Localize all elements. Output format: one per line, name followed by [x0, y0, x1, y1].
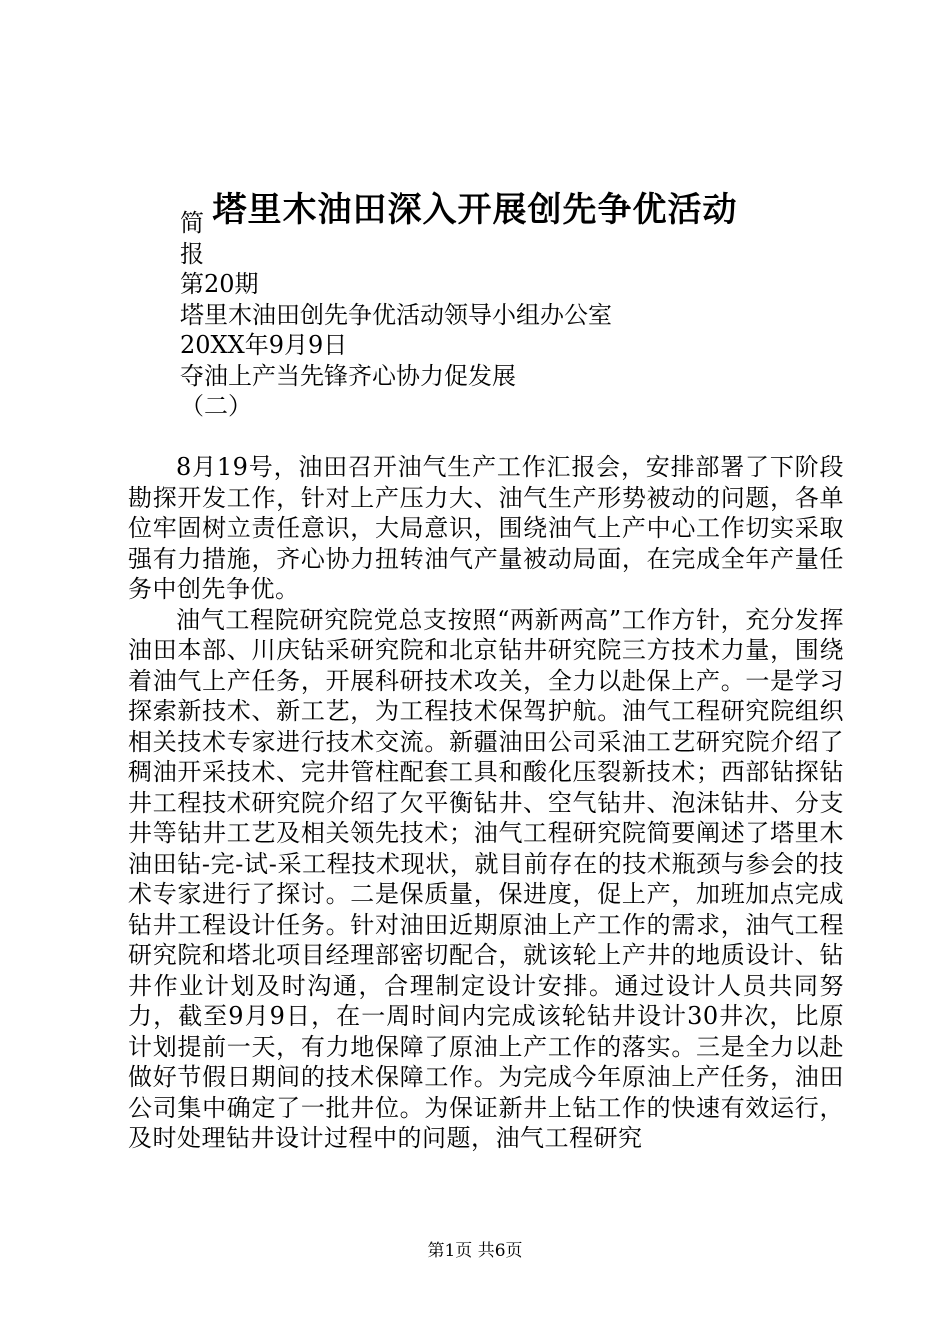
issuing-office: 塔里木油田创先争优活动领导小组办公室 — [180, 300, 612, 329]
document-meta-block — [180, 208, 840, 422]
issue-number: 第20期 — [180, 270, 259, 298]
paragraph: 8月19号，油田召开油气生产工作汇报会，安排部署了下阶段勘探开发工作，针对上产压力大、油气生产形势被动的问题，各单位牢固树立责任意识，大局意识，围绕油气上产中心工作切实采取强有力措施，齐心协力扭转油气产量被动局面，在完成全年产量任务中创先争优。 — [128, 453, 844, 603]
paragraph: 油气工程院研究院党总支按照“两新两高”工作方针，充分发挥油田本部、川庆钻采研究院和北京钻井研究院三方技术力量，围绕着油气上产任务，开展科研技术攻关，全力以赴保上产。一是学习探索新技术、新工艺，为工程技术保驾护航。油气工程研究院组织相关技术专家进行技术交流。新疆油田公司采油工艺研究院介绍了稠油开采技术、完井管柱配套工具和酸化压裂新技术；西部钻探钻井工程技术研究院介绍了欠平衡钻井、空气钻井、泡沫钻井、分支井等钻井工艺及相关领先技术；油气工程研究院简要阐述了塔里木油田钻-完-试-采工程技术现状，就目前存在的技术瓶颈与参会的技术专家进行了探讨。二是保质量，保进度，促上产，加班加点完成钻井工程设计任务。针对油田近期原油上产工作的需求，油气工程研究院和塔北项目经理部密切配合，就该轮上产井的地质设计、钻井作业计划及时沟通，合理制定设计安排。通过设计人员共同努力，截至9月9日，在一周时间内完成该轮钻井设计30井次，比原计划提前一天，有力地保障了原油上产工作的落实。三是全力以赴做好节假日期间的技术保障工作。为完成今年原油上产任务，油田公司集中确定了一批井位。为保证新井上钻工作的快速有效运行，及时处理钻井设计过程中的问题，油气工程研究 — [128, 605, 844, 1152]
section-part: （二） — [180, 392, 252, 420]
meta-line-jian: 简 — [180, 209, 204, 237]
issue-date: 20XX年9月9日 — [180, 331, 348, 359]
section-headline: 夺油上产当先锋齐心协力促发展 — [180, 361, 516, 390]
meta-line-bao: 报 — [180, 239, 204, 268]
document-title: 塔里木油田深入开展创先争优活动 — [212, 190, 738, 230]
page-footer: 第1页 共6页 — [427, 1241, 523, 1261]
document-body — [128, 452, 844, 1154]
